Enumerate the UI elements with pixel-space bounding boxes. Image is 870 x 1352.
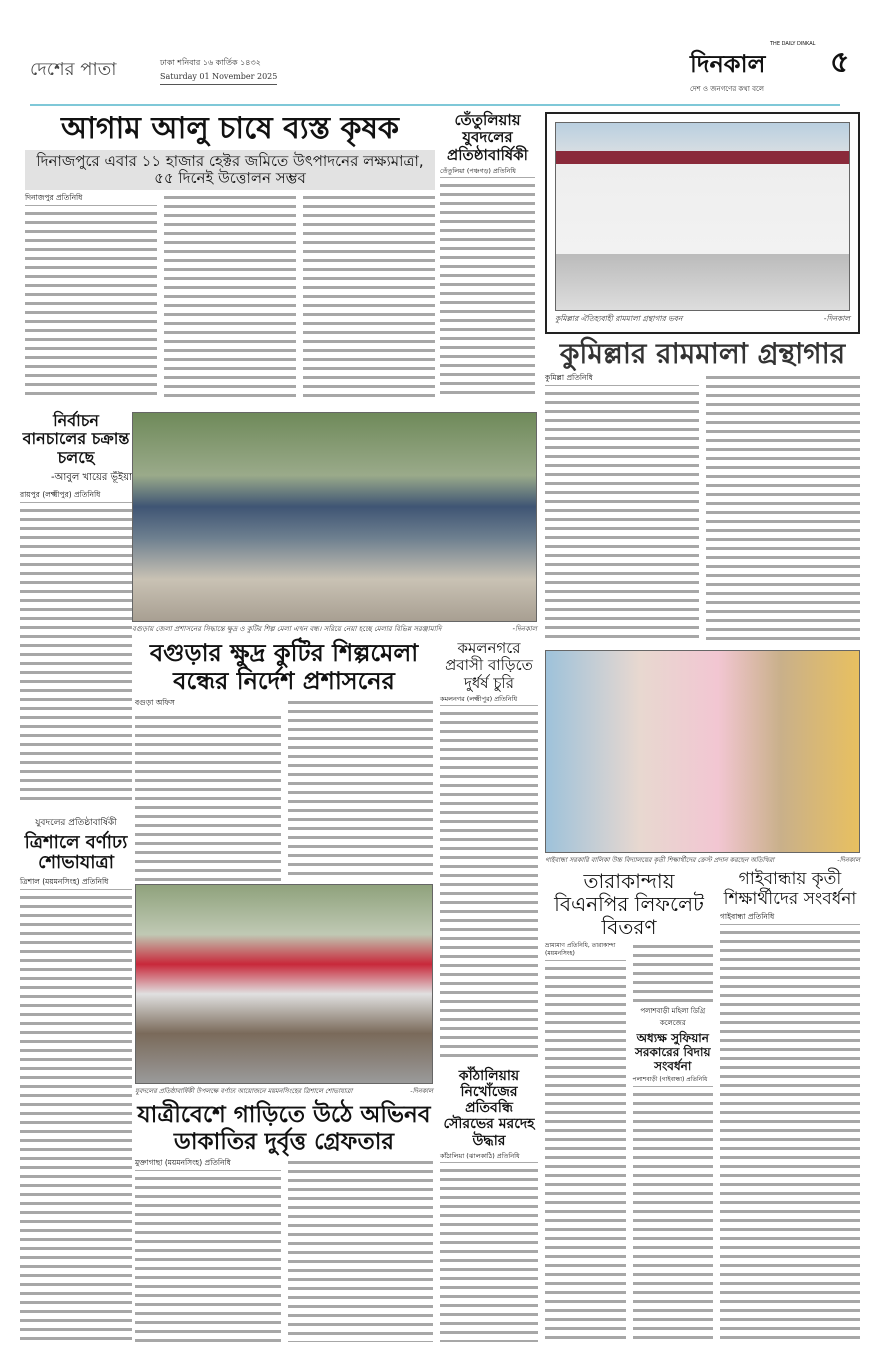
trishal-body: [20, 893, 132, 1342]
tetulia-story: [440, 112, 535, 400]
comilla-headline: কুমিল্লার রামমালা গ্রন্থাগার: [559, 337, 846, 370]
trishal-procession-photo: [135, 884, 433, 1084]
kamalnagar-headline: কমলনগরে প্রবাসী বাড়িতে দুর্ধর্ষ চুরি: [445, 639, 533, 692]
comilla-body-col1: [545, 389, 699, 640]
photo-credit: -দিনকাল: [823, 314, 850, 324]
date-en: Saturday 01 November 2025: [160, 72, 278, 81]
gaibandha-headline: গাইবান্ধায় কৃতী শিক্ষার্থীদের সংবর্ধনা: [723, 869, 857, 909]
tagline: দেশ ও জনগণের কথা বলে: [690, 85, 765, 93]
caption-text: গাইবান্ধা সরকারি বালিকা উচ্চ বিদ্যালয়ের কৃতী শিক্ষার্থীদের ক্রেস্ট প্রদান করছেন অতিথিরা: [545, 855, 775, 864]
kathalia-headline: কাঁঠালিয়ায় নিখোঁজের প্রতিবন্ধি সৌরভের মরদেহ উদ্ধার: [443, 1068, 535, 1149]
caption-text: বগুড়ায় জেলা প্রশাসনের সিদ্ধান্তে ক্ষুদ্র ও কুটির শিল্প মেলা এখন বন্ধ। সরিয়ে নেয়া হচ্ছে মেলার বিভিন্ন সরঞ্জামাদি: [132, 624, 442, 633]
comilla-byline: কুমিল্লা প্রতিনিধি: [545, 373, 699, 386]
caption-text: কুমিল্লার ঐতিহ্যবাহী রামমালা গ্রন্থাগার ভবন: [555, 314, 683, 324]
lead-byline: দিনাজপুর প্রতিনিধি: [25, 193, 157, 206]
bogura-caption: [132, 625, 537, 634]
trishal-kicker: যুবদলের প্রতিষ্ঠাবার্ষিকী: [35, 817, 117, 828]
comilla-story: [545, 338, 860, 640]
palashbari-headline: অধ্যক্ষ সুফিয়ান সরকারের বিদায় সংবর্ধনা: [634, 1031, 711, 1073]
date-bn: ঢাকা শনিবার ১৬ কার্তিক ১৪৩২: [160, 58, 261, 67]
kamalnagar-byline: কমলনগর (লক্ষ্মীপুর) প্রতিনিধি: [440, 695, 538, 706]
robbery-headline: যাত্রীবেশে গাড়িতে উঠে অভিনব ডাকাতির দুর্বৃত্ত গ্রেফতার: [137, 1102, 431, 1155]
photo-credit: -দিনকাল: [410, 1086, 433, 1095]
tarakanda-body-col2: [633, 942, 714, 1002]
election-body: [20, 506, 132, 806]
lead-subhead: দিনাজপুরে এবার ১১ হাজার হেক্টর জমিতে উৎপাদনের লক্ষ্যমাত্রা, ৫৫ দিনেই উত্তোলন সম্ভব: [25, 150, 435, 191]
election-byline: রায়পুর (লক্ষ্মীপুর) প্রতিনিধি: [20, 490, 132, 503]
robbery-byline: মুক্তাগাছা (ময়মনসিংহ) প্রতিনিধি: [135, 1158, 281, 1171]
robbery-body-col2: [288, 1158, 434, 1342]
election-speaker: -আবুল খায়ের ভূঁইয়া: [51, 472, 132, 484]
gaibandha-body: [720, 928, 860, 1342]
tetulia-headline: তেঁতুলিয়ায় যুবদলের প্রতিষ্ঠাবার্ষিকী: [447, 111, 528, 164]
page-number: ৫: [830, 45, 850, 80]
left-column: [20, 412, 132, 1342]
lead-story: [25, 112, 435, 400]
photo-credit: -দিনকাল: [512, 624, 537, 633]
gaibandha-photo-block: [545, 650, 860, 864]
comilla-body-col2: [706, 373, 860, 640]
gaibandha-story: [720, 870, 860, 1342]
trishal-byline: ত্রিশাল (ময়মনসিংহ) প্রতিনিধি: [20, 877, 132, 890]
tetulia-byline: তেঁতুলিয়া (পঞ্চগড়) প্রতিনিধি: [440, 167, 535, 178]
lead-body-col3: [303, 193, 435, 400]
election-headline: নির্বাচন বানচালের চক্রান্ত চলছে: [22, 411, 130, 467]
section-title: দেশের পাতা: [30, 59, 117, 80]
gaibandha-caption: [545, 856, 860, 864]
bogura-body-col1: [135, 713, 281, 881]
bogura-headline: বগুড়ার ক্ষুদ্র কুটির শিল্পমেলা বন্ধের নির্দেশ প্রশাসনের: [149, 639, 419, 695]
lead-headline: আগাম আলু চাষে ব্যস্ত কৃষক: [60, 111, 400, 146]
bogura-fair-photo: [132, 412, 537, 622]
lead-body: [25, 193, 435, 400]
comilla-photo-frame: [545, 112, 860, 334]
tarakanda-body-col1: [545, 964, 626, 1342]
tarakanda-story: [545, 870, 713, 1342]
kamalnagar-body: [440, 709, 538, 1061]
logo: দিনকাল: [690, 49, 766, 78]
tarakanda-byline: ভ্রাম্যমাণ প্রতিনিধি, তারাকান্দা (ময়মনসিংহ): [545, 942, 626, 961]
tetulia-body: [440, 181, 535, 400]
gaibandha-byline: গাইবান্ধা প্রতিনিধি: [720, 912, 860, 925]
gaibandha-award-photo: [545, 650, 860, 853]
bogura-byline: বগুড়া অফিস: [135, 698, 175, 708]
kathalia-byline: কাঁঠালিয়া (ঝালকাঠি) প্রতিনিধি: [440, 1152, 538, 1163]
lead-body-col1: [25, 209, 157, 400]
caption-text: যুবদলের প্রতিষ্ঠাবার্ষিকী উপলক্ষে বর্ণাঢ্য আয়োজনে ময়মনসিংহের ত্রিশালে শোভাযাত্রা: [135, 1086, 353, 1095]
palashbari-body: [633, 1090, 714, 1342]
bogura-body-col2: [288, 698, 434, 881]
tarakanda-headline: তারাকান্দায় বিএনপির লিফলেট বিতরণ: [554, 869, 704, 939]
trishal-caption: [135, 1087, 433, 1095]
center-column: [135, 640, 433, 1342]
bogura-photo-block: [132, 412, 537, 634]
palashbari-byline: পলাশবাড়ী (গাইবান্ধা) প্রতিনিধি: [633, 1076, 714, 1087]
trishal-headline: ত্রিশালে বর্ণাঢ্য শোভাযাত্রা: [24, 831, 128, 874]
comilla-library-photo: [555, 122, 850, 311]
dateline: [160, 56, 277, 85]
kathalia-body: [440, 1166, 538, 1342]
center-right-column: [440, 640, 538, 1342]
palashbari-kicker: পলাশবাড়ী মহিলা ডিগ্রি কলেজের: [640, 1007, 706, 1027]
header-rule: [30, 104, 840, 106]
robbery-body-col1: [135, 1174, 281, 1342]
logo-small: THE DAILY DINKAL: [770, 41, 816, 47]
comilla-caption: [555, 314, 850, 324]
photo-credit: -দিনকাল: [837, 855, 860, 864]
lead-body-col2: [164, 193, 296, 400]
right-bottom: [545, 870, 860, 1342]
